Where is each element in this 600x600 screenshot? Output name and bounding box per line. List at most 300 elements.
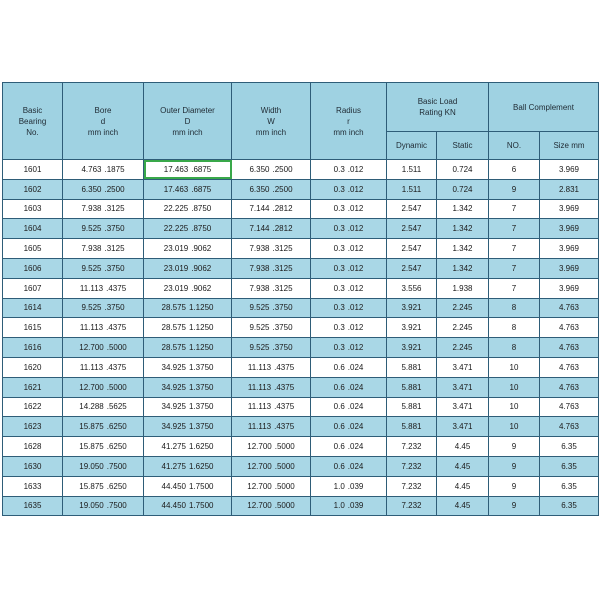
cell-dynamic[interactable]: 5.881 <box>387 397 437 417</box>
cell-ball-no[interactable]: 9 <box>489 476 540 496</box>
cell-bore[interactable] <box>63 199 144 219</box>
header-basic-load-rating: Basic Load Rating KN <box>387 83 489 132</box>
cell-outer-diameter[interactable] <box>144 338 232 358</box>
cell-ball-size[interactable]: 3.969 <box>540 160 599 180</box>
table-body <box>3 160 599 516</box>
table-row <box>3 377 599 397</box>
cell-bore[interactable] <box>63 239 144 259</box>
cell-width[interactable] <box>232 496 311 516</box>
cell-outer-diameter-inch: .6875 <box>191 164 212 174</box>
table-row <box>3 318 599 338</box>
cell-bore-inch: .3750 <box>104 303 125 313</box>
cell-ball-no[interactable]: 9 <box>489 496 540 516</box>
bearing-spec-table <box>2 82 599 516</box>
cell-width[interactable] <box>232 417 311 437</box>
cell-bore-mm: 15.875 <box>79 422 104 432</box>
cell-width-inch: .5000 <box>274 481 295 491</box>
cell-outer-diameter-inch: .8750 <box>191 224 212 234</box>
cell-outer-diameter[interactable] <box>144 318 232 338</box>
cell-outer-diameter[interactable] <box>144 417 232 437</box>
cell-bore-mm: 15.875 <box>79 442 104 452</box>
cell-dynamic[interactable]: 1.511 <box>387 160 437 180</box>
cell-outer-diameter[interactable] <box>144 179 232 199</box>
cell-width-inch: .3750 <box>272 323 293 333</box>
cell-width-inch: .3125 <box>272 244 293 254</box>
cell-bearing-no[interactable]: 1601 <box>3 160 63 180</box>
table-row <box>3 397 599 417</box>
cell-outer-diameter-inch: .9062 <box>191 244 212 254</box>
cell-ball-size[interactable]: 4.763 <box>540 298 599 318</box>
cell-radius-mm: 0.3 <box>333 283 345 293</box>
cell-dynamic[interactable]: 5.881 <box>387 377 437 397</box>
cell-static[interactable]: 1.342 <box>437 199 489 219</box>
cell-ball-no[interactable]: 9 <box>489 179 540 199</box>
cell-outer-diameter-inch: .9062 <box>191 263 212 273</box>
cell-dynamic[interactable]: 3.921 <box>387 318 437 338</box>
cell-radius[interactable] <box>311 239 387 259</box>
cell-ball-size[interactable]: 4.763 <box>540 357 599 377</box>
cell-dynamic[interactable]: 3.921 <box>387 338 437 358</box>
cell-width[interactable] <box>232 239 311 259</box>
cell-static[interactable]: 3.471 <box>437 377 489 397</box>
cell-outer-diameter[interactable] <box>144 476 232 496</box>
cell-width-mm: 6.350 <box>249 164 270 174</box>
cell-width-inch: .3750 <box>272 303 293 313</box>
cell-bore[interactable] <box>63 318 144 338</box>
cell-static[interactable]: 2.245 <box>437 318 489 338</box>
cell-width[interactable] <box>232 377 311 397</box>
cell-ball-size[interactable]: 4.763 <box>540 318 599 338</box>
cell-ball-no[interactable]: 10 <box>489 417 540 437</box>
header-ball-complement: Ball Complement <box>489 83 599 132</box>
cell-outer-diameter-mm: 22.225 <box>163 204 189 214</box>
cell-outer-diameter-inch: 1.6250 <box>189 461 214 471</box>
cell-static[interactable]: 1.938 <box>437 278 489 298</box>
cell-radius-mm: 0.3 <box>333 164 345 174</box>
cell-radius[interactable] <box>311 377 387 397</box>
cell-ball-size[interactable]: 4.763 <box>540 338 599 358</box>
cell-radius[interactable] <box>311 476 387 496</box>
cell-radius-inch: .012 <box>347 224 364 234</box>
cell-radius-inch: .012 <box>347 303 364 313</box>
cell-radius-inch: .039 <box>347 501 364 511</box>
cell-radius-inch: .039 <box>347 481 364 491</box>
cell-static[interactable]: 0.724 <box>437 160 489 180</box>
cell-width[interactable] <box>232 278 311 298</box>
table-row <box>3 417 599 437</box>
cell-bearing-no[interactable]: 1603 <box>3 199 63 219</box>
cell-static[interactable]: 1.342 <box>437 239 489 259</box>
cell-radius-inch: .012 <box>347 343 364 353</box>
cell-bore[interactable] <box>63 278 144 298</box>
cell-bore-mm: 7.938 <box>81 244 102 254</box>
cell-ball-no[interactable]: 8 <box>489 298 540 318</box>
cell-radius-mm: 0.3 <box>333 303 345 313</box>
cell-ball-size[interactable]: 4.763 <box>540 417 599 437</box>
cell-width-inch: .2500 <box>272 184 293 194</box>
cell-ball-size[interactable]: 6.35 <box>540 437 599 457</box>
cell-width-inch: .4375 <box>274 382 295 392</box>
cell-bore-inch: .1875 <box>104 164 125 174</box>
cell-radius[interactable] <box>311 338 387 358</box>
cell-radius[interactable] <box>311 199 387 219</box>
cell-radius-mm: 0.3 <box>333 263 345 273</box>
cell-radius-mm: 1.0 <box>333 501 345 511</box>
cell-static[interactable]: 4.45 <box>437 437 489 457</box>
cell-ball-size[interactable]: 4.763 <box>540 397 599 417</box>
cell-ball-size[interactable]: 3.969 <box>540 219 599 239</box>
cell-radius[interactable] <box>311 179 387 199</box>
cell-bore[interactable] <box>63 476 144 496</box>
cell-static[interactable]: 0.724 <box>437 179 489 199</box>
cell-radius-inch: .012 <box>347 204 364 214</box>
cell-width-inch: .5000 <box>274 501 295 511</box>
cell-bore[interactable] <box>63 397 144 417</box>
cell-width[interactable] <box>232 338 311 358</box>
cell-ball-size[interactable]: 3.969 <box>540 278 599 298</box>
cell-radius-inch: .012 <box>347 164 364 174</box>
cell-width-inch: .4375 <box>274 402 295 412</box>
cell-ball-no[interactable]: 10 <box>489 397 540 417</box>
cell-bore[interactable] <box>63 417 144 437</box>
cell-width[interactable] <box>232 476 311 496</box>
cell-radius-inch: .012 <box>347 323 364 333</box>
cell-radius[interactable] <box>311 397 387 417</box>
cell-bore[interactable] <box>63 496 144 516</box>
cell-ball-no[interactable]: 10 <box>489 357 540 377</box>
cell-radius-mm: 1.0 <box>333 481 345 491</box>
cell-bearing-no[interactable]: 1614 <box>3 298 63 318</box>
cell-ball-size[interactable]: 2.831 <box>540 179 599 199</box>
table-row <box>3 496 599 516</box>
cell-outer-diameter-inch: 1.1250 <box>189 343 214 353</box>
cell-bearing-no[interactable]: 1628 <box>3 437 63 457</box>
cell-width-mm: 11.113 <box>247 382 272 392</box>
header-radius: Radius r mm inch <box>311 83 387 160</box>
cell-bore-mm: 7.938 <box>81 204 102 214</box>
cell-outer-diameter[interactable] <box>144 357 232 377</box>
cell-bore-mm: 15.875 <box>79 481 104 491</box>
cell-radius-mm: 0.3 <box>333 244 345 254</box>
cell-radius[interactable] <box>311 496 387 516</box>
cell-outer-diameter[interactable] <box>144 160 232 180</box>
cell-outer-diameter-mm: 23.019 <box>163 283 189 293</box>
table-row <box>3 219 599 239</box>
cell-static[interactable]: 3.471 <box>437 397 489 417</box>
cell-dynamic[interactable]: 5.881 <box>387 417 437 437</box>
cell-bearing-no[interactable]: 1620 <box>3 357 63 377</box>
header-static: Static <box>437 132 489 160</box>
cell-ball-size[interactable]: 6.35 <box>540 456 599 476</box>
cell-outer-diameter[interactable] <box>144 377 232 397</box>
cell-bore-inch: .5000 <box>106 343 127 353</box>
cell-outer-diameter-inch: 1.3750 <box>189 362 214 372</box>
cell-width[interactable] <box>232 258 311 278</box>
cell-radius-inch: .012 <box>347 184 364 194</box>
cell-radius-mm: 0.6 <box>333 442 345 452</box>
cell-bore-mm: 11.113 <box>79 362 104 372</box>
cell-bore-inch: .3125 <box>104 244 125 254</box>
cell-bore-mm: 19.050 <box>79 461 104 471</box>
cell-width-mm: 7.938 <box>249 263 270 273</box>
cell-outer-diameter-mm: 44.450 <box>161 501 186 511</box>
cell-dynamic[interactable]: 3.556 <box>387 278 437 298</box>
cell-dynamic[interactable]: 1.511 <box>387 179 437 199</box>
cell-width-mm: 7.144 <box>249 204 270 214</box>
cell-bore[interactable] <box>63 258 144 278</box>
cell-width-inch: .5000 <box>274 461 295 471</box>
table-row <box>3 278 599 298</box>
cell-width[interactable] <box>232 160 311 180</box>
cell-radius-mm: 0.3 <box>333 224 345 234</box>
cell-outer-diameter-inch: 1.1250 <box>189 303 214 313</box>
cell-ball-no[interactable]: 9 <box>489 437 540 457</box>
cell-width-mm: 7.938 <box>249 244 270 254</box>
cell-outer-diameter-mm: 34.925 <box>161 382 186 392</box>
table-row <box>3 338 599 358</box>
cell-ball-size[interactable]: 6.35 <box>540 476 599 496</box>
cell-width[interactable] <box>232 219 311 239</box>
cell-dynamic[interactable]: 2.547 <box>387 258 437 278</box>
cell-ball-no[interactable]: 9 <box>489 456 540 476</box>
cell-bore-inch: .5000 <box>106 382 127 392</box>
cell-bore-inch: .7500 <box>106 461 127 471</box>
cell-radius-mm: 0.3 <box>333 343 345 353</box>
cell-bore[interactable] <box>63 160 144 180</box>
cell-ball-size[interactable]: 3.969 <box>540 239 599 259</box>
cell-bore[interactable] <box>63 456 144 476</box>
cell-outer-diameter[interactable] <box>144 258 232 278</box>
table-row <box>3 160 599 180</box>
cell-radius[interactable] <box>311 160 387 180</box>
cell-outer-diameter-inch: 1.1250 <box>189 323 214 333</box>
cell-bearing-no[interactable]: 1605 <box>3 239 63 259</box>
cell-bore-mm: 19.050 <box>79 501 104 511</box>
cell-outer-diameter[interactable] <box>144 278 232 298</box>
cell-ball-size[interactable]: 6.35 <box>540 496 599 516</box>
cell-dynamic[interactable]: 2.547 <box>387 219 437 239</box>
cell-dynamic[interactable]: 7.232 <box>387 437 437 457</box>
cell-static[interactable]: 3.471 <box>437 417 489 437</box>
cell-static[interactable]: 3.471 <box>437 357 489 377</box>
cell-radius[interactable] <box>311 258 387 278</box>
cell-width[interactable] <box>232 437 311 457</box>
cell-bore-mm: 14.288 <box>79 402 104 412</box>
cell-outer-diameter[interactable] <box>144 219 232 239</box>
table-row <box>3 298 599 318</box>
cell-bore-inch: .2500 <box>104 184 125 194</box>
cell-width-inch: .3125 <box>272 263 293 273</box>
cell-ball-no[interactable]: 7 <box>489 278 540 298</box>
cell-static[interactable]: 4.45 <box>437 476 489 496</box>
cell-outer-diameter-inch: 1.7500 <box>189 481 214 491</box>
cell-width[interactable] <box>232 456 311 476</box>
cell-bearing-no[interactable]: 1602 <box>3 179 63 199</box>
cell-bearing-no[interactable]: 1604 <box>3 219 63 239</box>
cell-width-mm: 7.938 <box>249 283 270 293</box>
cell-width-mm: 11.113 <box>247 402 272 412</box>
cell-width[interactable] <box>232 318 311 338</box>
cell-radius-mm: 0.6 <box>333 422 345 432</box>
cell-width-mm: 9.525 <box>249 303 270 313</box>
cell-outer-diameter[interactable] <box>144 199 232 219</box>
cell-bore-inch: .4375 <box>106 362 127 372</box>
cell-bore-mm: 4.763 <box>81 164 102 174</box>
cell-bore[interactable] <box>63 298 144 318</box>
cell-ball-no[interactable]: 7 <box>489 258 540 278</box>
cell-bearing-no[interactable]: 1622 <box>3 397 63 417</box>
cell-ball-no[interactable]: 6 <box>489 160 540 180</box>
cell-radius[interactable] <box>311 417 387 437</box>
cell-radius-inch: .012 <box>347 283 364 293</box>
cell-bore-inch: .3750 <box>104 224 125 234</box>
cell-dynamic[interactable]: 7.232 <box>387 496 437 516</box>
cell-radius[interactable] <box>311 298 387 318</box>
cell-outer-diameter[interactable] <box>144 397 232 417</box>
cell-outer-diameter-inch: 1.3750 <box>189 402 214 412</box>
cell-dynamic[interactable]: 3.921 <box>387 298 437 318</box>
cell-bearing-no[interactable]: 1616 <box>3 338 63 358</box>
cell-bore[interactable] <box>63 357 144 377</box>
cell-bearing-no[interactable]: 1607 <box>3 278 63 298</box>
cell-width-mm: 9.525 <box>249 343 270 353</box>
cell-radius[interactable] <box>311 456 387 476</box>
cell-width-mm: 11.113 <box>247 422 272 432</box>
table-row <box>3 437 599 457</box>
cell-bore-mm: 11.113 <box>79 283 104 293</box>
cell-width-inch: .4375 <box>274 422 295 432</box>
cell-ball-size[interactable]: 3.969 <box>540 258 599 278</box>
table-row <box>3 258 599 278</box>
cell-width-inch: .2812 <box>272 204 293 214</box>
table-row <box>3 239 599 259</box>
cell-width-mm: 11.113 <box>247 362 272 372</box>
cell-outer-diameter-mm: 34.925 <box>161 362 186 372</box>
cell-outer-diameter-mm: 22.225 <box>163 224 189 234</box>
cell-radius[interactable] <box>311 437 387 457</box>
cell-width-mm: 7.144 <box>249 224 270 234</box>
cell-outer-diameter-mm: 28.575 <box>161 343 186 353</box>
cell-bore-mm: 9.525 <box>81 224 102 234</box>
cell-outer-diameter[interactable] <box>144 298 232 318</box>
cell-outer-diameter-mm: 17.463 <box>163 184 189 194</box>
cell-bore-inch: .3125 <box>104 204 125 214</box>
cell-bearing-no[interactable]: 1615 <box>3 318 63 338</box>
cell-radius-inch: .024 <box>347 422 364 432</box>
cell-bearing-no[interactable]: 1635 <box>3 496 63 516</box>
header-outer-diameter: Outer Diameter D mm inch <box>144 83 232 160</box>
cell-bearing-no[interactable]: 1630 <box>3 456 63 476</box>
cell-width[interactable] <box>232 298 311 318</box>
cell-bore-inch: .4375 <box>106 283 127 293</box>
table-row <box>3 357 599 377</box>
cell-radius-inch: .012 <box>347 244 364 254</box>
cell-ball-size[interactable]: 4.763 <box>540 377 599 397</box>
cell-width-mm: 12.700 <box>247 501 272 511</box>
cell-radius[interactable] <box>311 278 387 298</box>
cell-bore-inch: .5625 <box>106 402 127 412</box>
cell-dynamic[interactable]: 2.547 <box>387 199 437 219</box>
cell-bore[interactable] <box>63 338 144 358</box>
cell-bearing-no[interactable]: 1606 <box>3 258 63 278</box>
cell-ball-no[interactable]: 7 <box>489 219 540 239</box>
cell-bore[interactable] <box>63 219 144 239</box>
cell-width[interactable] <box>232 357 311 377</box>
cell-bearing-no[interactable]: 1623 <box>3 417 63 437</box>
cell-static[interactable]: 1.342 <box>437 258 489 278</box>
table-row <box>3 476 599 496</box>
cell-bore-mm: 12.700 <box>79 382 104 392</box>
cell-dynamic[interactable]: 2.547 <box>387 239 437 259</box>
cell-outer-diameter-mm: 23.019 <box>163 263 189 273</box>
cell-radius-inch: .024 <box>347 461 364 471</box>
cell-dynamic[interactable]: 7.232 <box>387 476 437 496</box>
cell-static[interactable]: 2.245 <box>437 298 489 318</box>
cell-radius-mm: 0.6 <box>333 461 345 471</box>
cell-static[interactable]: 1.342 <box>437 219 489 239</box>
cell-outer-diameter-mm: 28.575 <box>161 303 186 313</box>
cell-outer-diameter[interactable] <box>144 437 232 457</box>
cell-bearing-no[interactable]: 1633 <box>3 476 63 496</box>
cell-static[interactable]: 4.45 <box>437 496 489 516</box>
cell-radius-inch: .024 <box>347 442 364 452</box>
cell-bearing-no[interactable]: 1621 <box>3 377 63 397</box>
cell-bore[interactable] <box>63 179 144 199</box>
cell-dynamic[interactable]: 5.881 <box>387 357 437 377</box>
cell-bore[interactable] <box>63 377 144 397</box>
cell-ball-no[interactable]: 7 <box>489 199 540 219</box>
header-dynamic: Dynamic <box>387 132 437 160</box>
cell-radius[interactable] <box>311 357 387 377</box>
cell-radius-mm: 0.3 <box>333 184 345 194</box>
cell-width-inch: .5000 <box>274 442 295 452</box>
cell-width[interactable] <box>232 397 311 417</box>
cell-bore-mm: 6.350 <box>81 184 102 194</box>
cell-width[interactable] <box>232 199 311 219</box>
cell-ball-no[interactable]: 10 <box>489 377 540 397</box>
cell-outer-diameter-mm: 34.925 <box>161 402 186 412</box>
cell-outer-diameter[interactable] <box>144 456 232 476</box>
cell-width-mm: 12.700 <box>247 461 272 471</box>
cell-outer-diameter-mm: 41.275 <box>161 461 186 471</box>
header-ball-size: Size mm <box>540 132 599 160</box>
cell-outer-diameter-inch: 1.6250 <box>189 442 214 452</box>
cell-ball-no[interactable]: 7 <box>489 239 540 259</box>
cell-radius-inch: .012 <box>347 263 364 273</box>
cell-radius[interactable] <box>311 318 387 338</box>
cell-radius-mm: 0.3 <box>333 204 345 214</box>
cell-ball-no[interactable]: 8 <box>489 318 540 338</box>
cell-radius[interactable] <box>311 219 387 239</box>
cell-outer-diameter[interactable] <box>144 239 232 259</box>
cell-width-mm: 6.350 <box>249 184 270 194</box>
cell-outer-diameter[interactable] <box>144 496 232 516</box>
cell-bore-inch: .7500 <box>106 501 127 511</box>
cell-bore[interactable] <box>63 437 144 457</box>
cell-dynamic[interactable]: 7.232 <box>387 456 437 476</box>
cell-outer-diameter-inch: .9062 <box>191 283 212 293</box>
cell-radius-mm: 0.6 <box>333 382 345 392</box>
cell-static[interactable]: 2.245 <box>437 338 489 358</box>
header-basic-bearing-no: Basic Bearing No. <box>3 83 63 160</box>
cell-ball-no[interactable]: 8 <box>489 338 540 358</box>
cell-static[interactable]: 4.45 <box>437 456 489 476</box>
cell-bore-inch: .6250 <box>106 422 127 432</box>
cell-width[interactable] <box>232 179 311 199</box>
cell-width-inch: .3750 <box>272 343 293 353</box>
cell-ball-size[interactable]: 3.969 <box>540 199 599 219</box>
cell-outer-diameter-inch: .6875 <box>191 184 212 194</box>
